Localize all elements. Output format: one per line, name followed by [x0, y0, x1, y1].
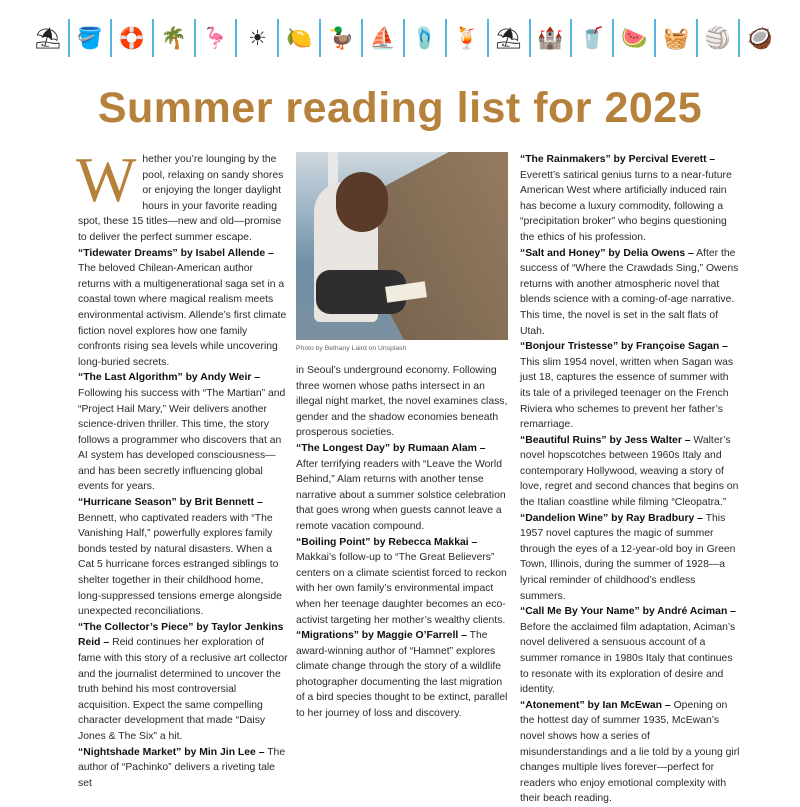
book-description: Everett’s satirical genius turns to a near-future American West where artificially induced rain has become a luxury commodity, following a “precipitation broker” who begins questioning the ethics of his profession. [520, 169, 732, 243]
book-description: The beloved Chilean-American author returns with a multigenerational saga set in a coastal town where magical realism meets environmental activism. Allende’s first climate fiction novel explores how one family confronts rising sea levels while uncovering long-buried secrets. [78, 263, 287, 368]
book-description: in Seoul’s underground economy. Following three women whose paths intersect in an illegal night market, the novel examines class, gender and the shadow economies beneath prosperous societies. [296, 365, 508, 439]
book-entry-continued [296, 363, 508, 441]
icon-divider [570, 19, 572, 57]
column-3 [520, 152, 740, 807]
flamingo-float-icon: 🦩 [202, 25, 229, 50]
icon-divider [529, 19, 531, 57]
book-heading: “Beautiful Ruins” by Jess Walter – [520, 434, 691, 446]
page-title: Summer reading list for 2025 [97, 84, 703, 132]
book-entry [78, 745, 288, 792]
flippers-icon: 🩴 [411, 25, 438, 50]
book-entry [520, 698, 740, 807]
column-2 [296, 152, 508, 722]
icon-divider [319, 19, 321, 57]
icon-divider [654, 19, 656, 57]
icon-divider [612, 19, 614, 57]
intro-paragraph [76, 144, 288, 246]
book-entry [78, 620, 288, 745]
book-entry [78, 495, 288, 620]
book-heading: “The Longest Day” by Rumaan Alam – [296, 442, 486, 454]
book-description: Reid continues her exploration of fame with this story of a reclusive art collector and the journalist determined to uncover the truth behind his most controversial acquisition. Expect the same compelling character development that made “Daisy Jones & The Six” a hit. [78, 637, 288, 742]
icon-divider [152, 19, 154, 57]
book-entry [296, 441, 508, 535]
book-heading: “Tidewater Dreams” by Isabel Allende – [78, 247, 274, 259]
book-entry [520, 511, 740, 605]
beach-chair-umbrella-icon: ⛱ [34, 25, 62, 50]
book-entry [296, 628, 508, 722]
book-description: The author of “Pachinko” delivers a riveting tale set [78, 746, 286, 789]
column-1 [76, 144, 288, 791]
book-description: Makkai’s follow-up to “The Great Believers” centers on a climate scientist forced to reckon with her own family’s environmental impact when her teenage daughter becomes an eco-activist targeting her mother’s wealthy clients. [296, 552, 507, 626]
icon-divider [68, 19, 70, 57]
icon-divider [403, 19, 405, 57]
book-heading: “Atonement” by Ian McEwan – [520, 699, 671, 711]
lemon-slice-icon: 🍋 [286, 25, 313, 50]
icon-divider [194, 19, 196, 57]
palm-tree-icon: 🌴 [160, 25, 187, 50]
book-heading: “Nightshade Market” by Min Jin Lee – [78, 746, 265, 758]
book-heading: “Migrations” by Maggie O’Farrell – [296, 630, 467, 642]
beach-ball-icon: 🏐 [704, 25, 732, 50]
book-entry [78, 246, 288, 371]
book-heading: “The Collector’s Piece” by Taylor Jenkins Reid – [78, 621, 284, 649]
book-entry [520, 433, 740, 511]
book-entry [78, 370, 288, 495]
icon-divider [277, 19, 279, 57]
sun-icon: ☀ [247, 25, 267, 50]
book-description: Before the acclaimed film adaptation, Aciman’s novel delivered a sensuous account of a summer romance in 1980s Italy that continues to resonate with its exploration of desire and identity. [520, 621, 736, 696]
book-entry [520, 152, 740, 246]
summer-icon-bar [34, 14, 774, 62]
book-entry [520, 339, 740, 433]
book-description: Walter’s novel hopscotches between 1960s Italy and contemporary Hollywood, weaving a story of love, regret and second chances that begins on the Italian coastline while filming “Cleopatra.” [520, 434, 739, 509]
cocktail-icon: 🍹 [453, 25, 480, 50]
book-description: Following his success with “The Martian” and “Project Hail Mary,” Weir delivers another science-driven thriller. This time, the story follows a programmer who discovers that an AI system has developed consciousness—and has been secretly influencing global events for years. [78, 387, 286, 493]
icon-divider [110, 19, 112, 57]
book-entry [520, 246, 740, 340]
beach-bucket-icon: 🪣 [76, 25, 103, 50]
book-heading: “Hurricane Season” by Brit Bennett – [78, 497, 263, 509]
book-heading: “Call Me By Your Name” by André Aciman – [520, 606, 736, 618]
beach-basket-icon: 🧺 [663, 25, 690, 50]
book-heading: “The Rainmakers” by Percival Everett – [520, 154, 716, 165]
book-heading: “Dandelion Wine” by Ray Bradbury – [520, 512, 703, 524]
icon-divider [361, 19, 363, 57]
book-description: After the success of “Where the Crawdads Sing,” Owens returns with another atmospheric novel that blends science with a coming-of-age narrative. This time, the novel is set in the salt flats of Utah. [520, 247, 739, 337]
book-heading: “Boiling Point” by Rebecca Makkai – [296, 536, 478, 548]
book-description: Bennett, who captivated readers with “The Vanishing Half,” powerfully explores family bonds tested by natural disasters. When a Cat 5 hurricane forces estranged siblings to shelter together in their childhood home, long-suppressed tensions emerge alongside unexpected reconciliations. [78, 512, 282, 618]
icon-divider [235, 19, 237, 57]
drink-glass-icon: 🥤 [579, 25, 606, 50]
drop-cap: W [76, 144, 137, 215]
icon-divider [738, 19, 740, 57]
book-description: After terrifying readers with “Leave the World Behind,” Alam returns with another tense narrative about a summer solstice celebration that goes wrong when guests cannot leave a remote vacation compound. [296, 458, 506, 532]
icon-divider [445, 19, 447, 57]
rubber-duck-icon: 🦆 [328, 25, 355, 50]
photo-caption: Photo by Bethany Laird on Unsplash [296, 345, 407, 352]
book-description: This 1957 novel captures the magic of summer through the eyes of a 12-year-old boy in Green Town, Illinois, during the summer of 1928—a lyrical reminder of childhood’s endless summers. [520, 512, 736, 602]
watermelon-icon: 🍉 [621, 25, 648, 50]
sailboat-icon: ⛵ [369, 25, 397, 50]
reading-on-dock-photo [296, 152, 508, 340]
coconut-drink-icon: 🥥 [746, 25, 773, 50]
book-entry [296, 535, 508, 629]
book-description: The award-winning author of “Hamnet” explores climate change through the story of a wildlife photographer documenting the last migration of a bird species thought to be extinct, parallel to her journey of loss and discovery. [296, 630, 508, 720]
book-entry [520, 604, 740, 698]
icon-divider [696, 19, 698, 57]
life-ring-icon: 🛟 [118, 25, 145, 50]
intro-text: hether you’re lounging by the pool, relaxing on sandy shores or enjoying the longer daylight hours in your favorite reading spot, these 15 titles—new and old—promise to deliver the perfect summer escape. [78, 154, 284, 243]
book-heading: “The Last Algorithm” by Andy Weir – [78, 372, 261, 384]
beach-umbrella-icon: ⛱ [495, 25, 522, 50]
book-heading: “Bonjour Tristesse” by Françoise Sagan – [520, 341, 728, 353]
book-heading: “Salt and Honey” by Delia Owens – [520, 247, 694, 259]
icon-divider [487, 19, 489, 57]
sandcastle-icon: 🏰 [537, 25, 564, 50]
book-description: Opening on the hottest day of summer 1935, McEwan’s novel shows how a series of misunderstandings and a lie told by a young girl changes multiple lives forever—perfect for readers who enjoy emotional complexity with their beach reading. [520, 699, 740, 805]
book-description: This slim 1954 novel, written when Sagan was just 18, captures the essence of summer with its tale of a privileged teenager on the French Riviera who schemes to prevent her father’s remarriage. [520, 356, 734, 431]
hair-shape [336, 172, 388, 232]
